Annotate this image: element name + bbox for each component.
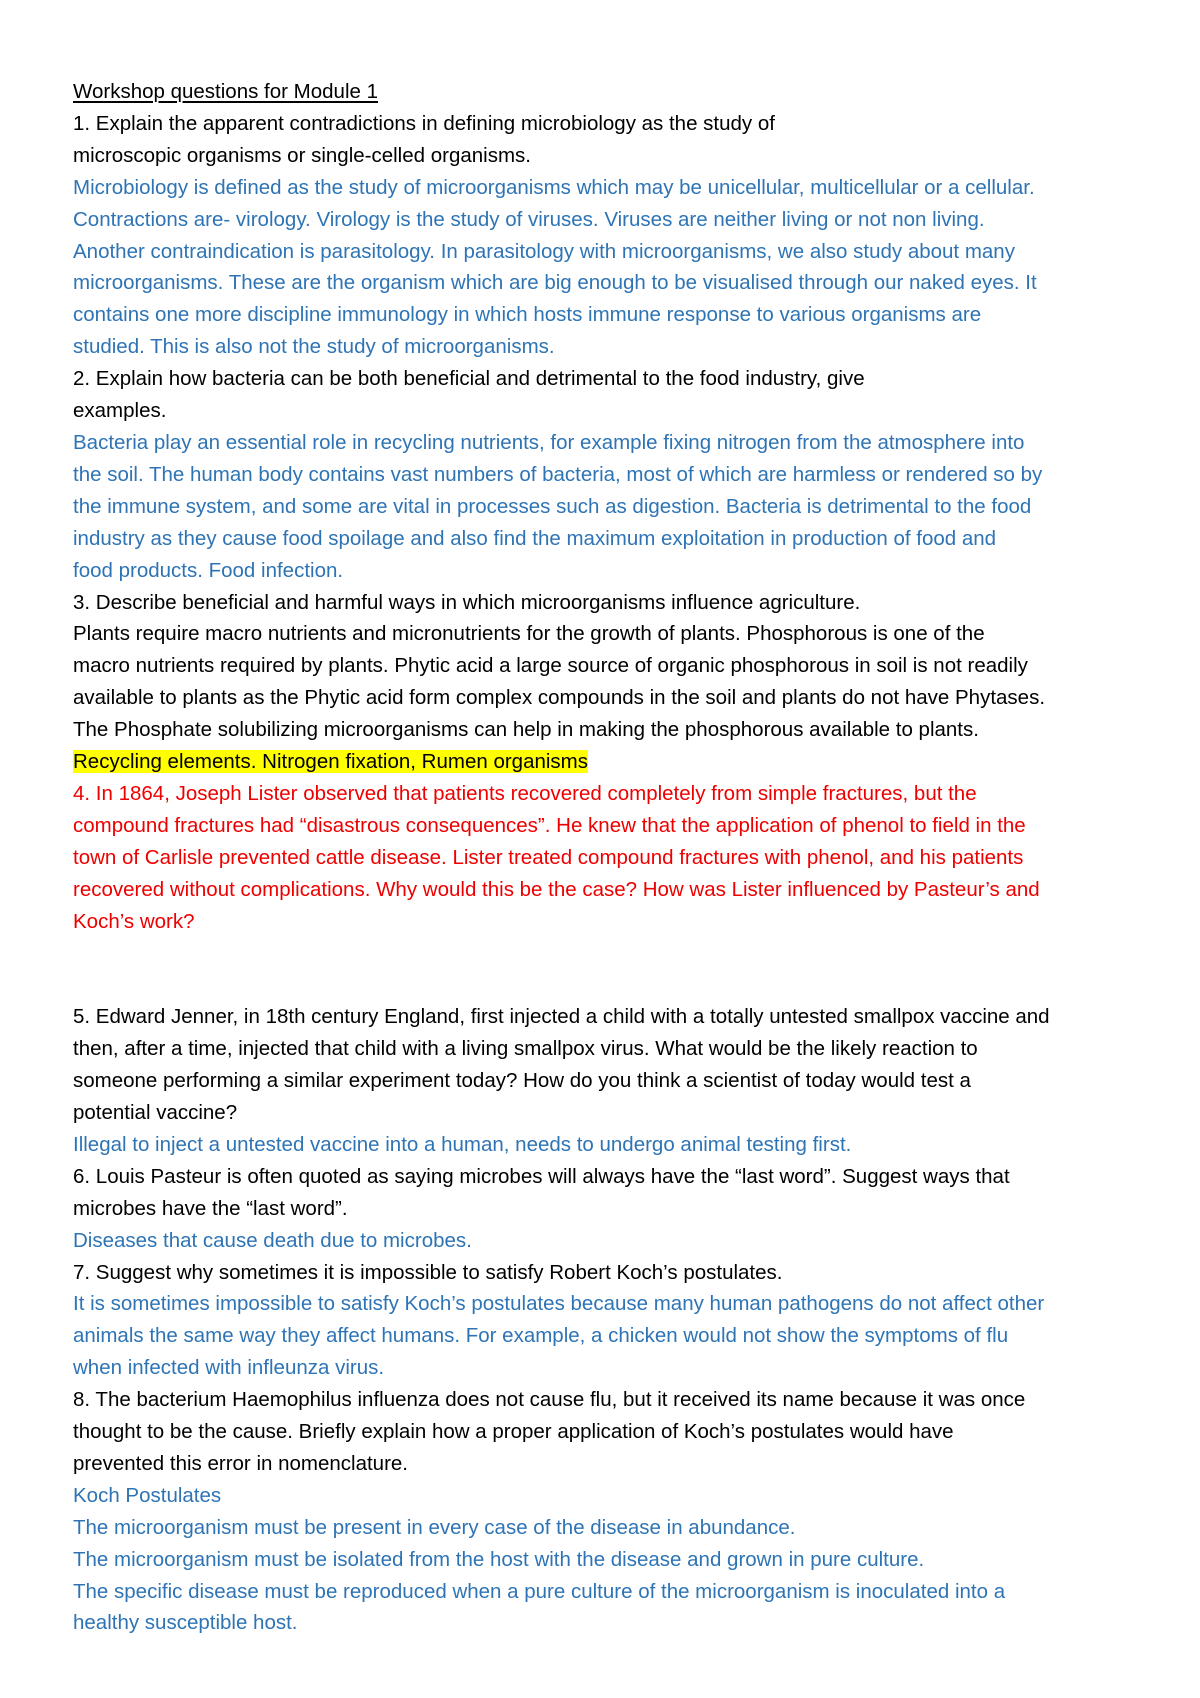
question-5-line: then, after a time, injected that child with a living smallpox virus. What would be the likely reaction to (73, 1037, 978, 1061)
answer-1-line: Another contraindication is parasitology. In parasitology with microorganisms, we also study about many (73, 239, 1015, 263)
answer-7-line: when infected with infleunza virus. (73, 1356, 385, 1380)
blank-line (73, 937, 1153, 969)
question-5-line: 5. Edward Jenner, in 18th century England, first injected a child with a totally untested smallpox vaccine and (73, 1005, 1050, 1029)
question-5-line: someone performing a similar experiment today? How do you think a scientist of today would test a (73, 1069, 971, 1093)
question-3-line: 3. Describe beneficial and harmful ways in which microorganisms influence agriculture. (73, 590, 861, 614)
highlighted-answer-3 (73, 746, 1153, 778)
answer-6-line: Diseases that cause death due to microbes. (73, 1228, 472, 1252)
question-7-block (73, 1257, 1153, 1385)
question-3-block (73, 587, 1153, 778)
question-4-line: recovered without complications. Why would this be the case? How was Lister influenced by Pasteur’s and (73, 877, 1040, 901)
answer-7-line: animals the same way they affect humans. For example, a chicken would not show the symptoms of flu (73, 1324, 1009, 1348)
answer-1-line: microorganisms. These are the organism which are big enough to be visualised through our naked eyes. It (73, 271, 1037, 295)
question-4-block (73, 778, 1153, 938)
answer-8-line: healthy susceptible host. (73, 1611, 298, 1635)
question-1-block (73, 108, 1153, 363)
question-6-block (73, 1161, 1153, 1257)
answer-5-line: Illegal to inject a untested vaccine into a human, needs to undergo animal testing first. (73, 1132, 852, 1156)
question-8-line: prevented this error in nomenclature. (73, 1451, 409, 1475)
question-5-block (73, 1001, 1153, 1161)
answer-1-line: Contractions are- virology. Virology is the study of viruses. Viruses are neither living or not non living. (73, 207, 985, 231)
document-body (73, 76, 1153, 1639)
answer-1-line: contains one more discipline immunology in which hosts immune response to various organisms are (73, 303, 982, 327)
answer-2-line: Bacteria play an essential role in recycling nutrients, for example fixing nitrogen from the atmosphere into (73, 430, 1025, 454)
question-6-line: 6. Louis Pasteur is often quoted as saying microbes will always have the “last word”. Suggest ways that (73, 1164, 1010, 1188)
answer-3-line: Plants require macro nutrients and micronutrients for the growth of plants. Phosphorous is one of the (73, 622, 985, 646)
question-2-block (73, 363, 1153, 586)
answer-8-line: The microorganism must be isolated from the host with the disease and grown in pure culture. (73, 1547, 925, 1571)
answer-8-line: The specific disease must be reproduced when a pure culture of the microorganism is inoculated into a (73, 1579, 1006, 1603)
question-8-line: 8. The bacterium Haemophilus influenza does not cause flu, but it received its name because it was once (73, 1388, 1026, 1412)
answer-2-line: the soil. The human body contains vast numbers of bacteria, most of which are harmless or rendered so by (73, 462, 1043, 486)
answer-1-line: Microbiology is defined as the study of microorganisms which may be unicellular, multicellular or a cellular. (73, 175, 1035, 199)
highlighted-text: Recycling elements. Nitrogen fixation, Rumen organisms (73, 750, 589, 774)
blank-line (73, 969, 1153, 1001)
question-8-line: thought to be the cause. Briefly explain how a proper application of Koch’s postulates would have (73, 1420, 954, 1444)
question-4-line: Koch’s work? (73, 909, 195, 933)
answer-3-line: available to plants as the Phytic acid form complex compounds in the soil and plants do not have Phytases. (73, 686, 1046, 710)
question-2-line: examples. (73, 399, 167, 423)
answer-2-line: food products. Food infection. (73, 558, 344, 582)
question-1-line: 1. Explain the apparent contradictions in defining microbiology as the study of (73, 111, 775, 135)
question-4-line: 4. In 1864, Joseph Lister observed that patients recovered completely from simple fractures, but the (73, 781, 977, 805)
question-5-line: potential vaccine? (73, 1100, 238, 1124)
answer-8-heading: Koch Postulates (73, 1483, 222, 1507)
question-6-line: microbes have the “last word”. (73, 1196, 348, 1220)
question-1-line: microscopic organisms or single-celled organisms. (73, 143, 531, 167)
question-7-line: 7. Suggest why sometimes it is impossible to satisfy Robert Koch’s postulates. (73, 1260, 783, 1284)
answer-2-line: the immune system, and some are vital in processes such as digestion. Bacteria is detrimental to the food (73, 494, 1032, 518)
answer-8-line: The microorganism must be present in every case of the disease in abundance. (73, 1515, 796, 1539)
question-4-line: compound fractures had “disastrous consequences”. He knew that the application of phenol to field in the (73, 813, 1026, 837)
answer-1-line: studied. This is also not the study of microorganisms. (73, 335, 555, 359)
answer-7-line: It is sometimes impossible to satisfy Koch’s postulates because many human pathogens do not affect other (73, 1292, 1045, 1316)
question-4-line: town of Carlisle prevented cattle disease. Lister treated compound fractures with phenol, and his patients (73, 845, 1024, 869)
answer-3-line: macro nutrients required by plants. Phytic acid a large source of organic phosphorous in soil is not readily (73, 654, 1028, 678)
question-2-line: 2. Explain how bacteria can be both beneficial and detrimental to the food industry, give (73, 367, 865, 391)
answer-3-line: The Phosphate solubilizing microorganisms can help in making the phosphorous available to plants. (73, 718, 979, 742)
question-8-block (73, 1384, 1153, 1639)
answer-2-line: industry as they cause food spoilage and also find the maximum exploitation in production of food and (73, 526, 997, 550)
document-title: Workshop questions for Module 1 (73, 80, 379, 103)
